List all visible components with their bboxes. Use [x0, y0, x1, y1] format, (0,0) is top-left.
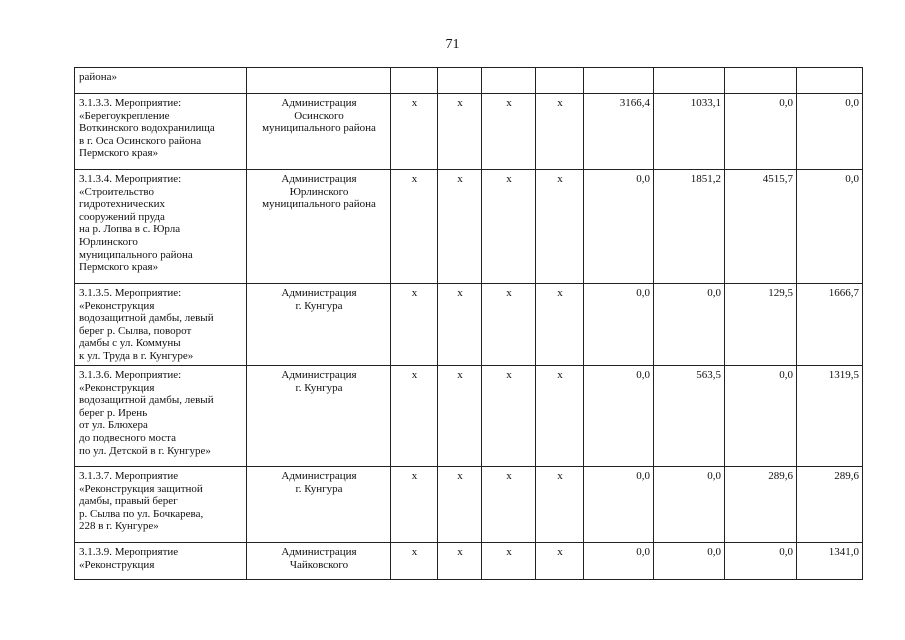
executor-cell: Администрация Чайковского [247, 543, 391, 580]
mark-cell [438, 68, 482, 94]
mark-cell [391, 68, 438, 94]
value-cell [797, 68, 863, 94]
value-cell: 4515,7 [725, 170, 797, 284]
value-cell: 0,0 [584, 467, 654, 543]
value-cell: 0,0 [797, 170, 863, 284]
measure-name-cell: 3.1.3.5. Мероприятие: «Реконструкция водозащитной дамбы, левый берег р. Сылва, поворот дамбы с ул. Коммуны к ул. Труда в г. Кунгуре» [75, 284, 247, 366]
value-cell: 1851,2 [654, 170, 725, 284]
value-cell: 0,0 [725, 94, 797, 170]
mark-cell: x [391, 94, 438, 170]
table-row [75, 543, 863, 580]
mark-cell [536, 68, 584, 94]
mark-cell: x [438, 543, 482, 580]
table-row [75, 467, 863, 543]
value-cell [654, 68, 725, 94]
value-cell: 1666,7 [797, 284, 863, 366]
value-cell: 3166,4 [584, 94, 654, 170]
mark-cell: x [391, 366, 438, 467]
value-cell: 289,6 [725, 467, 797, 543]
table-row [75, 94, 863, 170]
mark-cell: x [438, 284, 482, 366]
mark-cell: x [482, 467, 536, 543]
measure-name-cell: района» [75, 68, 247, 94]
value-cell: 1341,0 [797, 543, 863, 580]
measure-name-cell: 3.1.3.7. Мероприятие «Реконструкция защитной дамбы, правый берег р. Сылва по ул. Бочкарева, 228 в г. Кунгуре» [75, 467, 247, 543]
value-cell: 1319,5 [797, 366, 863, 467]
mark-cell: x [391, 467, 438, 543]
mark-cell: x [391, 170, 438, 284]
value-cell: 0,0 [584, 366, 654, 467]
executor-cell: Администрация Осинского муниципального района [247, 94, 391, 170]
mark-cell: x [482, 366, 536, 467]
value-cell: 0,0 [797, 94, 863, 170]
value-cell [584, 68, 654, 94]
measure-name-cell: 3.1.3.9. Мероприятие «Реконструкция [75, 543, 247, 580]
executor-cell: Администрация г. Кунгура [247, 366, 391, 467]
mark-cell: x [391, 284, 438, 366]
value-cell: 129,5 [725, 284, 797, 366]
program-measures-table [74, 67, 863, 580]
value-cell [725, 68, 797, 94]
value-cell: 0,0 [654, 284, 725, 366]
value-cell: 563,5 [654, 366, 725, 467]
table-row [75, 366, 863, 467]
measure-name-cell: 3.1.3.3. Мероприятие: «Берегоукрепление Воткинского водохранилища в г. Оса Осинского района Пермского края» [75, 94, 247, 170]
mark-cell: x [536, 366, 584, 467]
mark-cell: x [536, 467, 584, 543]
executor-cell: Администрация г. Кунгура [247, 284, 391, 366]
value-cell: 0,0 [725, 366, 797, 467]
mark-cell: x [482, 94, 536, 170]
mark-cell: x [536, 284, 584, 366]
executor-cell [247, 68, 391, 94]
mark-cell: x [482, 170, 536, 284]
mark-cell: x [438, 366, 482, 467]
table-row [75, 170, 863, 284]
mark-cell: x [391, 543, 438, 580]
measure-name-cell: 3.1.3.6. Мероприятие: «Реконструкция водозащитной дамбы, левый берег р. Ирень от ул. Блюхера до подвесного моста по ул. Детской в г. Кунгуре» [75, 366, 247, 467]
value-cell: 0,0 [654, 467, 725, 543]
value-cell: 0,0 [654, 543, 725, 580]
executor-cell: Администрация Юрлинского муниципального района [247, 170, 391, 284]
value-cell: 1033,1 [654, 94, 725, 170]
value-cell: 0,0 [584, 284, 654, 366]
value-cell: 289,6 [797, 467, 863, 543]
mark-cell: x [482, 284, 536, 366]
mark-cell: x [536, 94, 584, 170]
measure-name-cell: 3.1.3.4. Мероприятие: «Строительство гидротехнических сооружений пруда на р. Лопва в с. Юрла Юрлинского муниципального района Пермского края» [75, 170, 247, 284]
mark-cell: x [536, 170, 584, 284]
table-row [75, 284, 863, 366]
value-cell: 0,0 [725, 543, 797, 580]
value-cell: 0,0 [584, 543, 654, 580]
table-row [75, 68, 863, 94]
mark-cell [482, 68, 536, 94]
mark-cell: x [438, 94, 482, 170]
mark-cell: x [482, 543, 536, 580]
mark-cell: x [438, 467, 482, 543]
mark-cell: x [438, 170, 482, 284]
value-cell: 0,0 [584, 170, 654, 284]
executor-cell: Администрация г. Кунгура [247, 467, 391, 543]
mark-cell: x [536, 543, 584, 580]
page-number: 71 [445, 37, 460, 52]
